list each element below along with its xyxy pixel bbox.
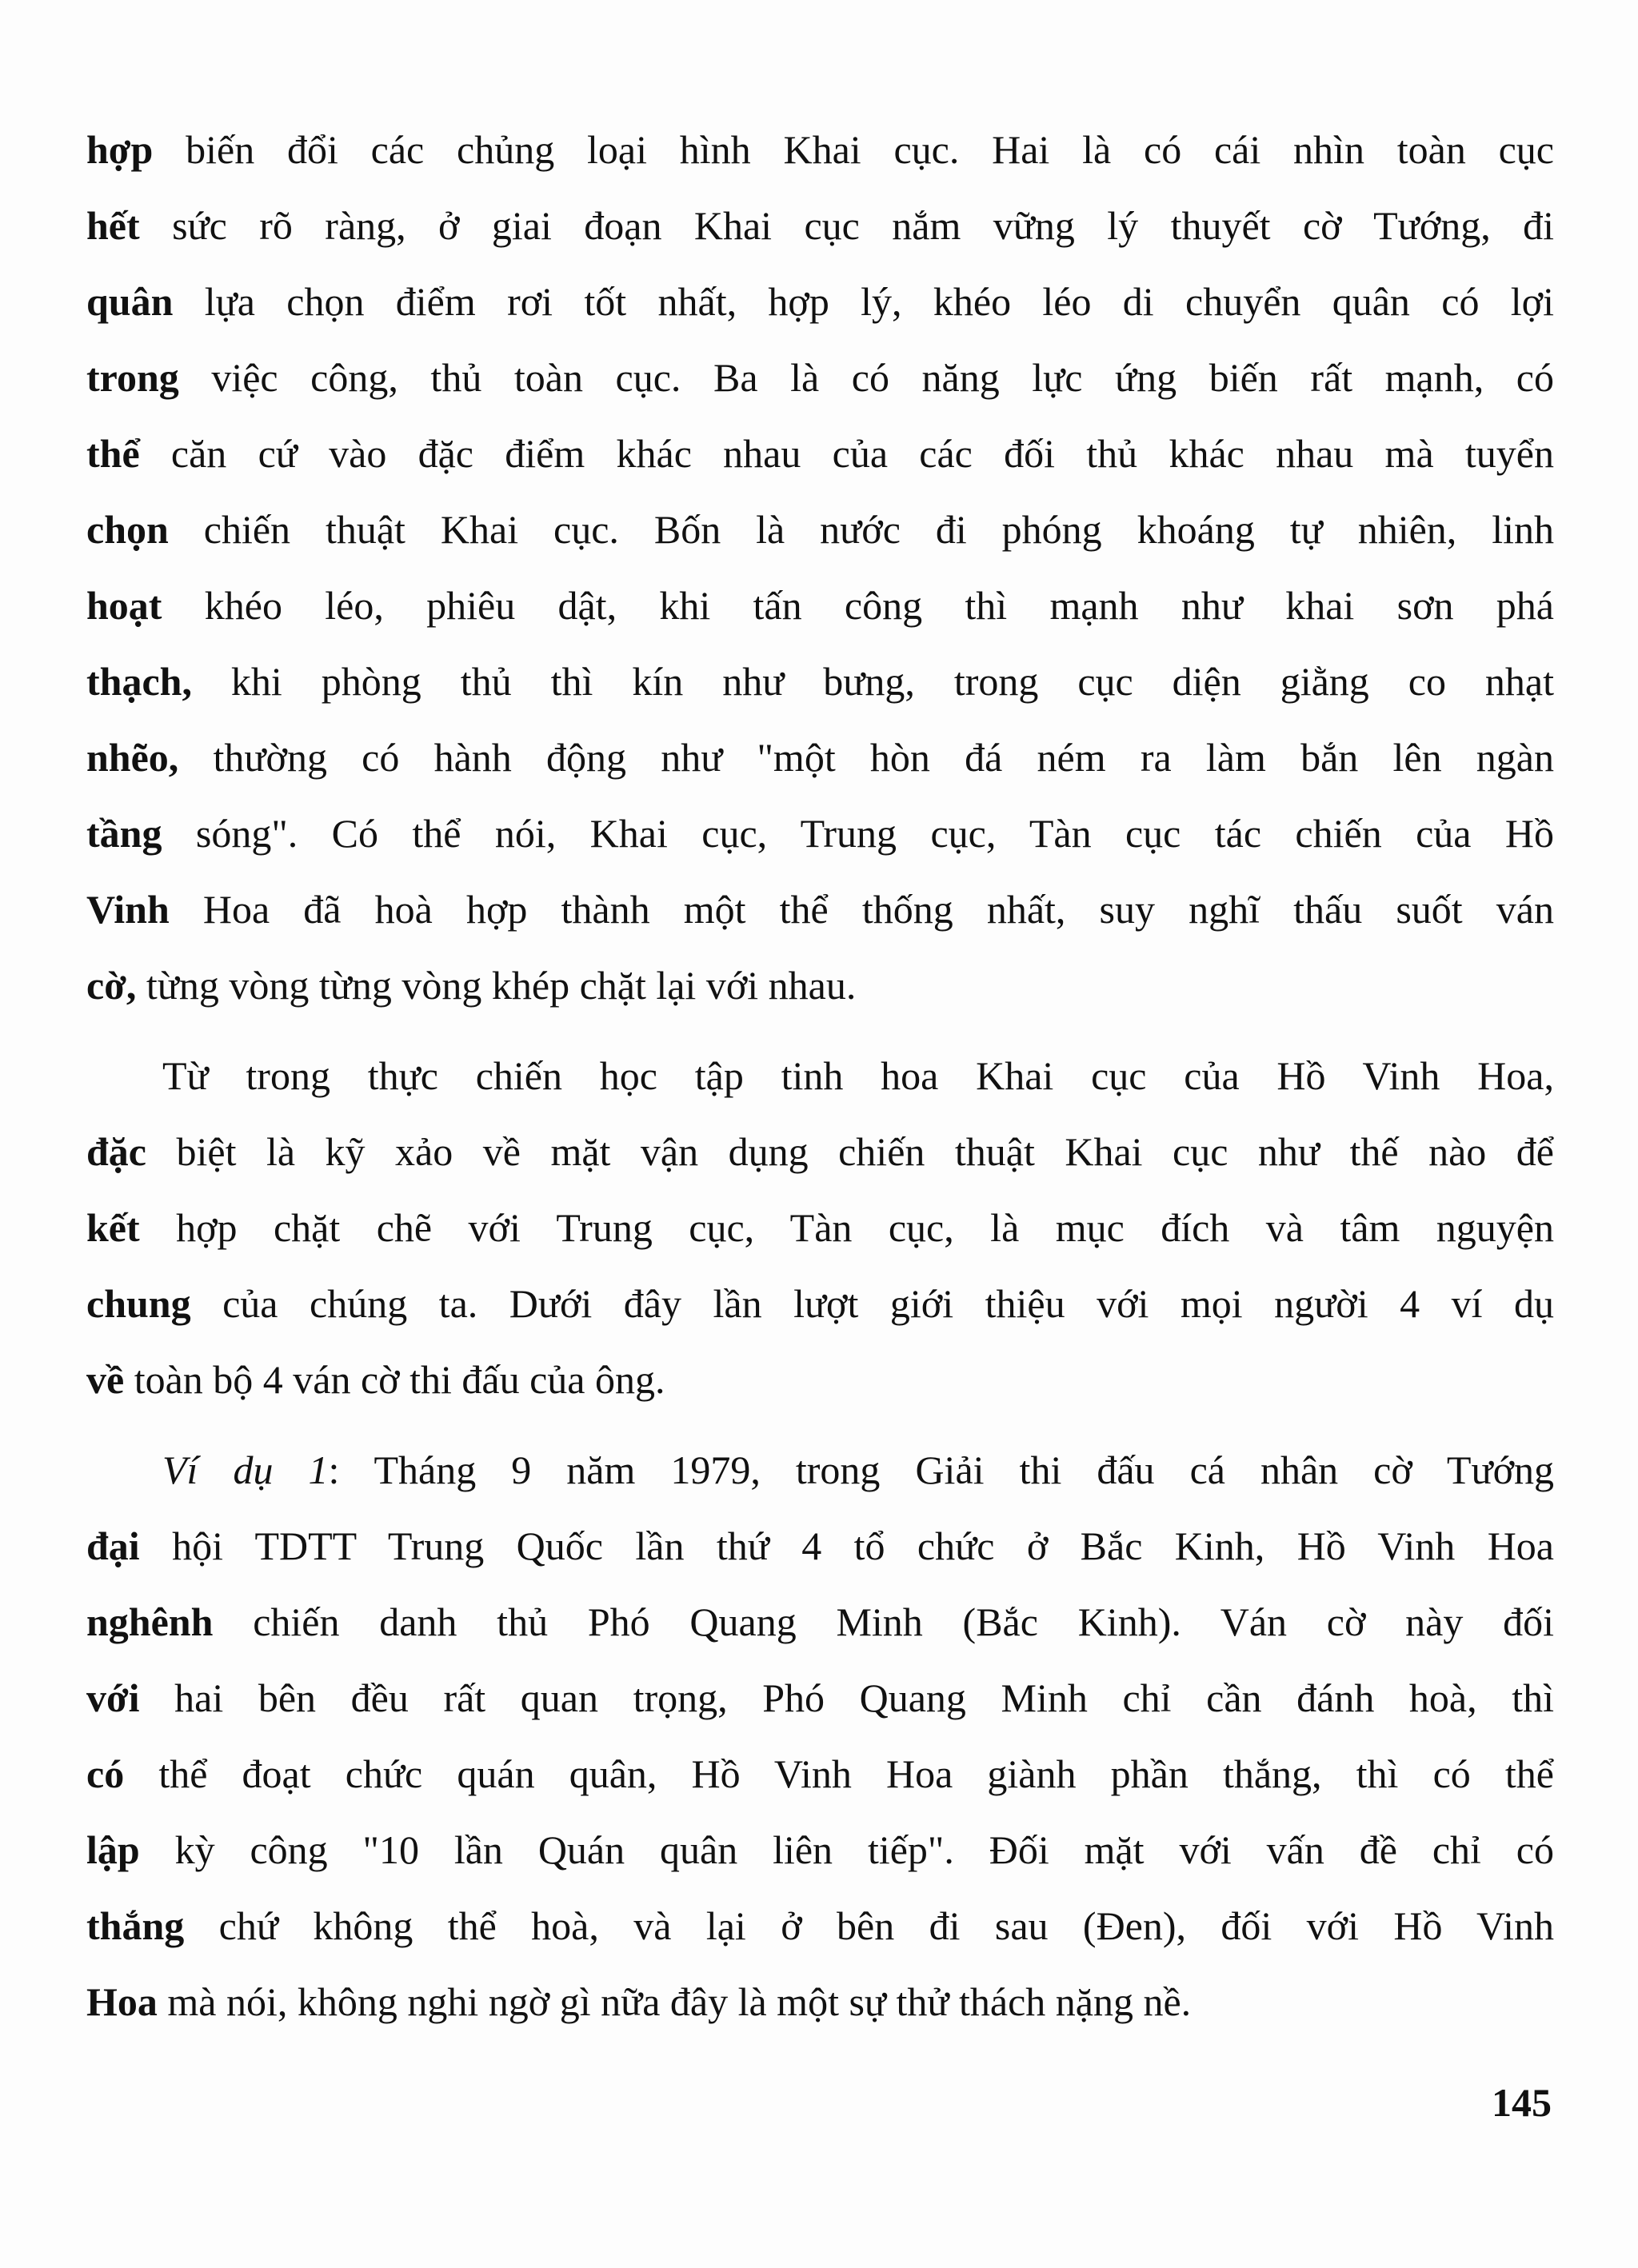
text-line: lập kỳ công "10 lần Quán quân liên tiếp". Đối mặt với vấn đề chỉ có: [86, 1827, 1554, 1872]
text-line: thạch, khi phòng thủ thì kín như bưng, trong cục diện giằng co nhạt: [86, 659, 1554, 704]
text-line: Vinh Hoa đã hoà hợp thành một thể thống nhất, suy nghĩ thấu suốt ván: [86, 887, 1554, 932]
paragraph-2: [86, 1038, 1554, 1418]
page-number: 145: [1492, 2080, 1552, 2125]
paragraph-spacer: [86, 1024, 1554, 1038]
paragraph-3: [86, 1432, 1554, 2040]
text-line: Từ trong thực chiến học tập tinh hoa Khai cục của Hồ Vinh Hoa,: [162, 1053, 1554, 1098]
text-line: hợp biến đổi các chủng loại hình Khai cục. Hai là có cái nhìn toàn cục: [86, 127, 1554, 172]
text-line: nghênh chiến danh thủ Phó Quang Minh (Bắc Kinh). Ván cờ này đối: [86, 1599, 1554, 1644]
text-line: thể căn cứ vào đặc điểm khác nhau của các đối thủ khác nhau mà tuyển: [86, 431, 1554, 476]
text-line: quân lựa chọn điểm rơi tốt nhất, hợp lý, khéo léo di chuyển quân có lợi: [86, 279, 1554, 324]
text-line: kết hợp chặt chẽ với Trung cục, Tàn cục, là mục đích và tâm nguyện: [86, 1205, 1554, 1250]
text-line: với hai bên đều rất quan trọng, Phó Quang Minh chỉ cần đánh hoà, thì: [86, 1675, 1554, 1720]
example-label: Ví dụ 1: [162, 1447, 329, 1492]
text-line: tầng sóng". Có thể nói, Khai cục, Trung cục, Tàn cục tác chiến của Hồ: [86, 811, 1554, 856]
text-line: có thể đoạt chức quán quân, Hồ Vinh Hoa giành phần thắng, thì có thể: [86, 1751, 1554, 1796]
text-line: thắng chứ không thể hoà, và lại ở bên đi sau (Đen), đối với Hồ Vinh: [86, 1903, 1554, 1948]
text-line: đại hội TDTT Trung Quốc lần thứ 4 tổ chức ở Bắc Kinh, Hồ Vinh Hoa: [86, 1523, 1554, 1568]
body-text: [86, 112, 1554, 2040]
paragraph-spacer: [86, 1418, 1554, 1432]
text-line: Hoa mà nói, không nghi ngờ gì nữa đây là một sự thử thách nặng nề.: [86, 1979, 1192, 2024]
text-line: Ví dụ 1: Tháng 9 năm 1979, trong Giải thi đấu cá nhân cờ Tướng: [162, 1447, 1555, 1492]
text-line: về toàn bộ 4 ván cờ thi đấu của ông.: [86, 1357, 665, 1402]
paragraph-1: [86, 112, 1554, 1024]
text-line: chung của chúng ta. Dưới đây lần lượt giới thiệu với mọi người 4 ví dụ: [86, 1281, 1554, 1326]
text-line: nhẽo, thường có hành động như "một hòn đá ném ra làm bắn lên ngàn: [86, 735, 1554, 780]
text-line: hoạt khéo léo, phiêu dật, khi tấn công thì mạnh như khai sơn phá: [86, 583, 1554, 628]
text-line: chọn chiến thuật Khai cục. Bốn là nước đi phóng khoáng tự nhiên, linh: [86, 507, 1554, 552]
text-line: trong việc công, thủ toàn cục. Ba là có năng lực ứng biến rất mạnh, có: [86, 355, 1554, 400]
text-line: hết sức rõ ràng, ở giai đoạn Khai cục nắm vững lý thuyết cờ Tướng, đi: [86, 203, 1554, 248]
text-line: đặc biệt là kỹ xảo về mặt vận dụng chiến thuật Khai cục như thế nào để: [86, 1129, 1554, 1174]
text-line: cờ, từng vòng từng vòng khép chặt lại với nhau.: [86, 963, 857, 1008]
